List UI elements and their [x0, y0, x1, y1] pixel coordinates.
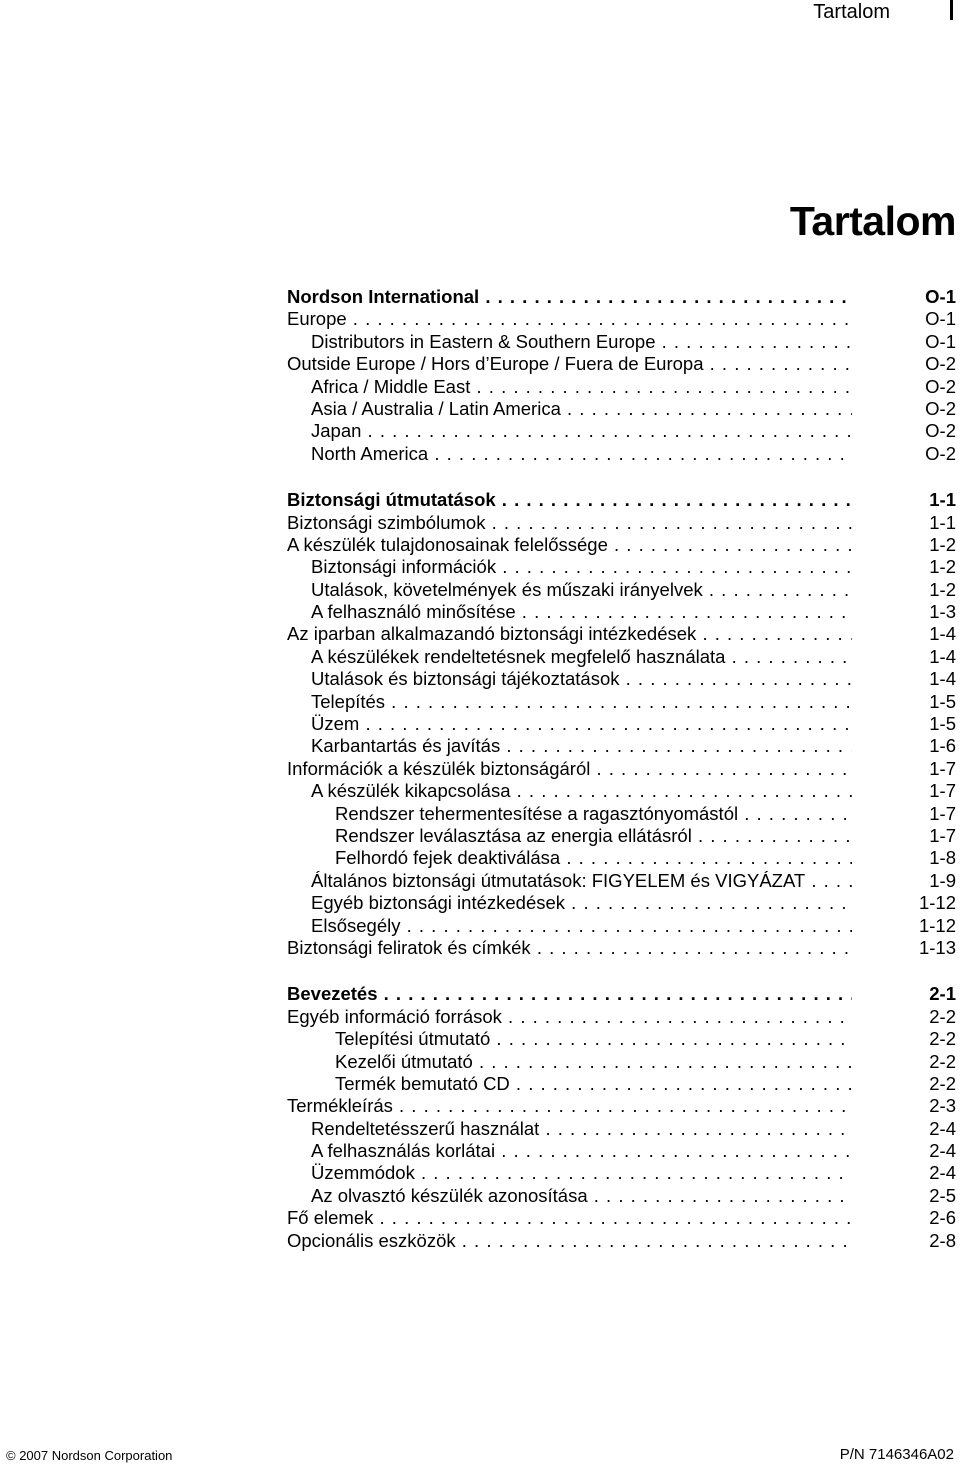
toc-entry-title: Rendszer tehermentesítése a ragasztónyomástól . . . — [335, 803, 852, 825]
toc-entry[interactable] — [287, 601, 956, 623]
toc-entry-page: O-2 — [925, 353, 956, 375]
toc-entry-title: Az olvasztó készülék azonosítása . . . — [311, 1185, 852, 1207]
toc-entry-title: Asia / Australia / Latin America . . . — [311, 398, 852, 420]
toc-entry[interactable] — [287, 870, 956, 892]
toc-entry-title: Kezelői útmutató . . . — [335, 1051, 852, 1073]
toc-entry-page: 1-5 — [929, 690, 956, 712]
toc-chapter-entry[interactable] — [287, 489, 956, 511]
page-title: Tartalom — [789, 198, 956, 244]
toc-entry-title: Outside Europe / Hors d’Europe / Fuera de Europa . . . — [287, 353, 852, 375]
toc-entry[interactable] — [287, 803, 956, 825]
toc-entry-title: Biztonsági útmutatások . . . — [287, 489, 852, 511]
toc-entry[interactable] — [287, 735, 956, 757]
toc-entry-page: 1-7 — [929, 757, 956, 779]
toc-entry[interactable] — [287, 512, 956, 534]
toc-entry-page: 2-1 — [929, 983, 956, 1005]
toc-entry-title: Elsősegély . . . — [311, 915, 852, 937]
toc-entry-page: 1-7 — [929, 802, 956, 824]
toc-entry-page: 1-7 — [929, 780, 956, 802]
toc-entry-page: 1-1 — [929, 489, 956, 511]
toc-entry-title: Rendeltetésszerű használat . . . — [311, 1118, 852, 1140]
toc-section — [287, 983, 956, 1252]
toc-entry[interactable] — [287, 668, 956, 690]
toc-entry-page: 1-2 — [929, 533, 956, 555]
footer-part-number: P/N 7146346A02 — [839, 1446, 954, 1463]
toc-entry[interactable] — [287, 623, 956, 645]
toc-entry-title: Rendszer leválasztása az energia ellátásról . . . — [335, 825, 852, 847]
toc-entry[interactable] — [287, 1185, 956, 1207]
toc-entry-page: 1-7 — [929, 824, 956, 846]
toc-entry[interactable] — [287, 534, 956, 556]
toc-entry-title: Az iparban alkalmazandó biztonsági intézkedések . . . — [287, 623, 852, 645]
toc-entry-title: Bevezetés . . . — [287, 983, 852, 1005]
toc-entry-title: Termék bemutató CD . . . — [335, 1073, 852, 1095]
toc-entry[interactable] — [287, 1230, 956, 1252]
toc-entry[interactable] — [287, 556, 956, 578]
toc-entry-title: Biztonsági információk . . . — [311, 556, 852, 578]
toc-entry-page: 1-1 — [929, 511, 956, 533]
toc-entry-title: Japan . . . — [311, 420, 852, 442]
toc-entry-page: O-1 — [925, 308, 956, 330]
toc-entry-title: Biztonsági feliratok és címkék . . . — [287, 937, 852, 959]
toc-entry[interactable] — [287, 646, 956, 668]
toc-entry[interactable] — [287, 398, 956, 420]
toc-entry-page: 1-9 — [929, 869, 956, 891]
toc-entry-title: Karbantartás és javítás . . . — [311, 735, 852, 757]
toc-entry-title: Telepítés . . . — [311, 691, 852, 713]
toc-entry[interactable] — [287, 1006, 956, 1028]
toc-entry[interactable] — [287, 892, 956, 914]
toc-entry[interactable] — [287, 825, 956, 847]
toc-entry-page: O-2 — [925, 420, 956, 442]
toc-entry-page: 2-4 — [929, 1140, 956, 1162]
toc-entry-page: 1-2 — [929, 556, 956, 578]
toc-entry[interactable] — [287, 758, 956, 780]
toc-entry-title: A készülék kikapcsolása . . . — [311, 780, 852, 802]
toc-entry[interactable] — [287, 847, 956, 869]
toc-entry[interactable] — [287, 1207, 956, 1229]
toc-entry[interactable] — [287, 780, 956, 802]
toc-entry-title: Utalások és biztonsági tájékoztatások . . . — [311, 668, 852, 690]
toc-entry-page: O-1 — [925, 286, 956, 307]
toc-entry-title: Fő elemek . . . — [287, 1207, 852, 1229]
toc-entry[interactable] — [287, 915, 956, 937]
toc-entry-page: 2-2 — [929, 1072, 956, 1094]
toc-entry[interactable] — [287, 331, 956, 353]
toc-entry-title: Europe . . . — [287, 308, 852, 330]
toc-entry[interactable] — [287, 1073, 956, 1095]
running-header-title: Tartalom — [813, 1, 890, 23]
toc-entry-title: North America . . . — [311, 443, 852, 465]
toc-entry[interactable] — [287, 579, 956, 601]
toc-entry-title: Üzem . . . — [311, 713, 852, 735]
toc-entry[interactable] — [287, 353, 956, 375]
toc-entry-title: A felhasználás korlátai . . . — [311, 1140, 852, 1162]
toc-chapter-entry[interactable] — [287, 983, 956, 1005]
toc-entry[interactable] — [287, 691, 956, 713]
toc-entry-title: A készülék tulajdonosainak felelőssége . . . — [287, 534, 852, 556]
header-rule — [950, 0, 953, 20]
toc-entry-page: 2-2 — [929, 1005, 956, 1027]
toc-entry-page: 1-8 — [929, 847, 956, 869]
toc-entry-title: Egyéb biztonsági intézkedések . . . — [311, 892, 852, 914]
toc-entry-page: 1-12 — [918, 914, 956, 936]
toc-entry-page: 1-4 — [929, 668, 956, 690]
toc-entry-page: 2-2 — [929, 1028, 956, 1050]
toc-entry-title: Felhordó fejek deaktiválása . . . — [335, 847, 852, 869]
toc-entry-page: 2-2 — [929, 1050, 956, 1072]
toc-entry-title: Üzemmódok . . . — [311, 1162, 852, 1184]
toc-entry[interactable] — [287, 308, 956, 330]
toc-entry[interactable] — [287, 937, 956, 959]
toc-entry[interactable] — [287, 713, 956, 735]
toc-entry-page: 1-3 — [929, 601, 956, 623]
toc-entry-page: O-2 — [925, 375, 956, 397]
toc-entry-title: Biztonsági szimbólumok . . . — [287, 512, 852, 534]
toc-entry-title: Nordson International . . . — [287, 286, 852, 308]
toc-entry-page: 1-12 — [918, 892, 956, 914]
toc-entry-title: Általános biztonsági útmutatások: FIGYELEM és VIGYÁZAT . . . — [311, 870, 852, 892]
toc-entry[interactable] — [287, 1095, 956, 1117]
toc-entry-page: O-2 — [925, 442, 956, 464]
toc-entry-title: A készülékek rendeltetésnek megfelelő használata . . . — [311, 646, 852, 668]
toc-entry-page: 2-6 — [929, 1207, 956, 1229]
toc-entry-page: O-1 — [925, 330, 956, 352]
toc-entry-title: Africa / Middle East . . . — [311, 376, 852, 398]
toc-entry-title: Distributors in Eastern & Southern Europe . . . — [311, 331, 852, 353]
toc-entry-page: 2-4 — [929, 1162, 956, 1184]
toc-entry-page: 2-8 — [929, 1229, 956, 1251]
toc-entry[interactable] — [287, 443, 956, 465]
table-of-contents — [287, 286, 956, 1276]
toc-entry[interactable] — [287, 1028, 956, 1050]
toc-entry-page: 1-13 — [918, 936, 956, 958]
toc-section — [287, 286, 956, 465]
toc-entry-page: 1-4 — [929, 623, 956, 645]
toc-entry-title: Utalások, követelmények és műszaki irányelvek . . . — [311, 579, 852, 601]
toc-entry-title: A felhasználó minősítése . . . — [311, 601, 852, 623]
toc-entry-page: 1-5 — [929, 713, 956, 735]
toc-entry-title: Termékleírás . . . — [287, 1095, 852, 1117]
toc-entry-title: Információk a készülék biztonságáról . . . — [287, 758, 852, 780]
toc-entry-page: 2-4 — [929, 1117, 956, 1139]
toc-entry-title: Telepítési útmutató . . . — [335, 1028, 852, 1050]
toc-entry-page: 1-2 — [929, 578, 956, 600]
toc-entry[interactable] — [287, 1051, 956, 1073]
toc-entry[interactable] — [287, 376, 956, 398]
toc-entry[interactable] — [287, 1162, 956, 1184]
footer-copyright: © 2007 Nordson Corporation — [6, 1448, 173, 1463]
toc-entry[interactable] — [287, 420, 956, 442]
toc-section — [287, 489, 956, 959]
toc-entry-page: O-2 — [925, 397, 956, 419]
toc-entry-title: Egyéb információ források . . . — [287, 1006, 852, 1028]
toc-entry-page: 2-5 — [929, 1184, 956, 1206]
toc-entry-title: Opcionális eszközök . . . — [287, 1230, 852, 1252]
toc-entry-page: 2-3 — [929, 1095, 956, 1117]
toc-chapter-entry[interactable] — [287, 286, 956, 308]
toc-entry[interactable] — [287, 1118, 956, 1140]
toc-entry[interactable] — [287, 1140, 956, 1162]
toc-entry-page: 1-6 — [929, 735, 956, 757]
toc-entry-page: 1-4 — [929, 645, 956, 667]
